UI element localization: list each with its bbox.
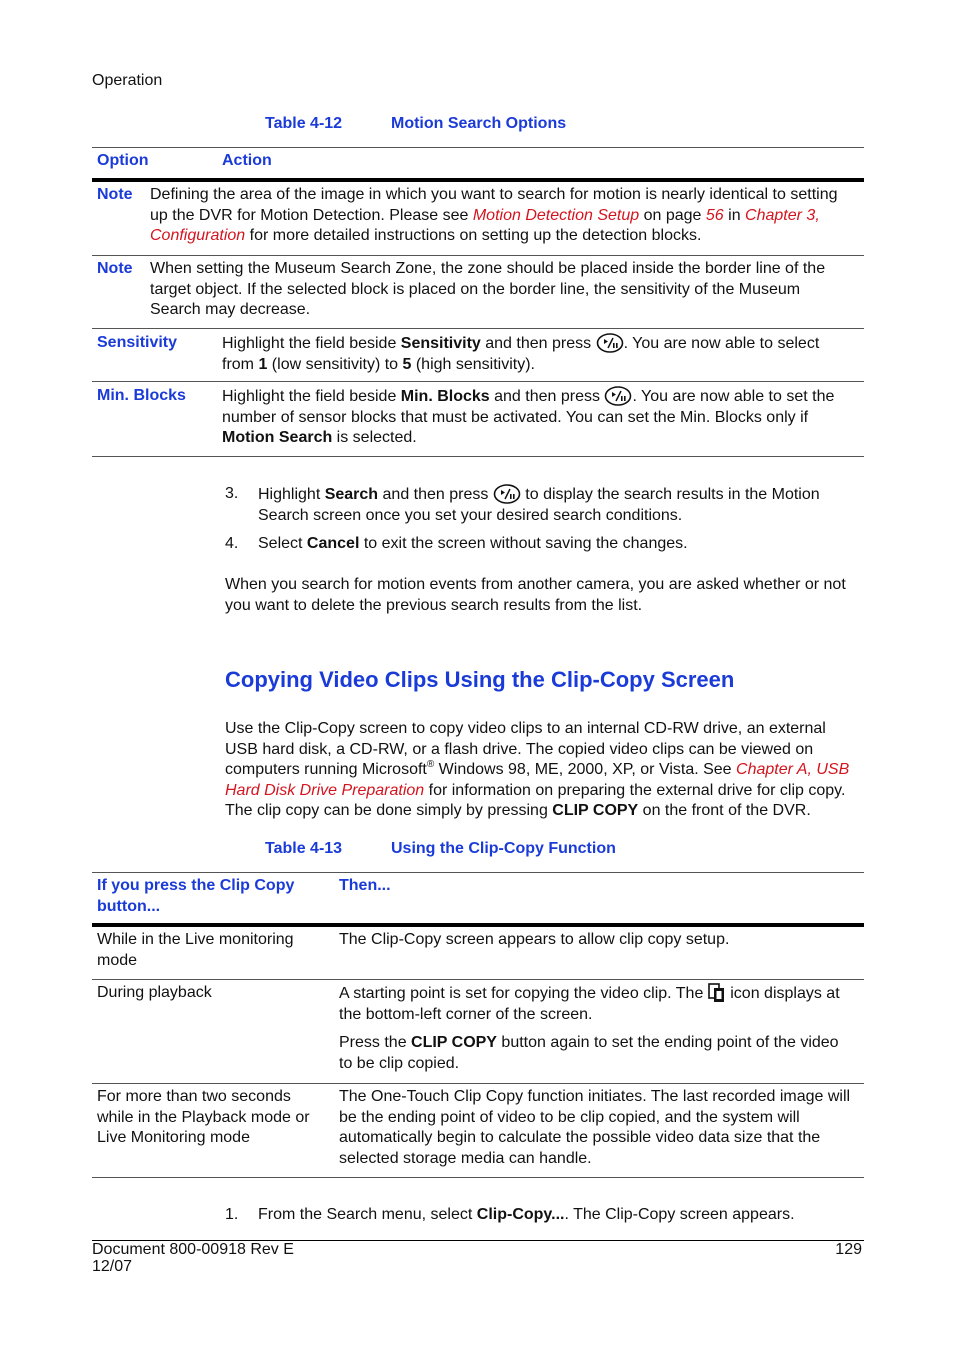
table-title: Motion Search Options (391, 115, 567, 132)
table-header-rule (92, 178, 864, 182)
row-divider (92, 255, 864, 256)
table-number: Table 4-12 (265, 115, 343, 132)
step-text: Highlight Search and then press to display the search results in the Motion Search screen once you set your desired search conditions. (258, 486, 820, 524)
row-result: A starting point is set for copying the video clip. The icon displays at the bottom-left corner of the screen. (339, 985, 840, 1023)
clip-copy-icon (708, 983, 726, 1003)
table-top-rule (92, 872, 864, 873)
table-bottom-rule (92, 456, 864, 457)
row-divider (92, 1083, 864, 1084)
body-paragraph: When you search for motion events from another camera, you are asked whether or not you want to delete the previous search results from the list. (225, 576, 846, 614)
row-action: Highlight the field beside Min. Blocks and then press . You are now able to set the number of sensor blocks that must be activated. You can set the Min. Blocks only if Motion Search is selected. (222, 388, 835, 446)
table-bottom-rule (92, 1177, 864, 1178)
link-chapter-a[interactable]: Chapter A, USB Hard Disk Drive Preparation (225, 761, 850, 799)
play-pause-button-icon (604, 386, 632, 406)
row-result: The One-Touch Clip Copy function initiates. The last recorded image will be the ending point of video to be clip copied, and the system will automatically begin to calculate the possible video data size that the selected storage media can handle. (339, 1088, 851, 1167)
row-action: Defining the area of the image in which you want to search for motion is nearly identical to setting up the DVR for Motion Detection. Please see Motion Detection Setup on page 56 in Chapter 3, Configuration for more detailed instructions on setting up the detection blocks. (150, 186, 838, 244)
row-result: The Clip-Copy screen appears to allow clip copy setup. (339, 931, 730, 948)
row-condition: During playback (97, 984, 212, 1001)
page-number: 129 (835, 1241, 862, 1258)
play-pause-button-icon (493, 484, 521, 504)
table-top-rule (92, 147, 864, 148)
table-title: Using the Clip-Copy Function (391, 840, 616, 857)
col-header-action: Action (222, 152, 272, 169)
row-result-continued: Press the CLIP COPY button again to set the ending point of the video to be clip copied. (339, 1034, 839, 1072)
step-text: Select Cancel to exit the screen without saving the changes. (258, 535, 688, 552)
step-number: 1. (225, 1206, 239, 1223)
step-number: 4. (225, 535, 239, 552)
running-header: Operation (92, 72, 163, 89)
row-condition: For more than two seconds while in the Playback mode or Live Monitoring mode (97, 1088, 310, 1146)
col-header-option: Option (97, 152, 149, 169)
step-number: 3. (225, 485, 239, 502)
body-paragraph: Use the Clip-Copy screen to copy video clips to an internal CD-RW drive, an external USB hard disk, a CD-RW, or a flash drive. The copied video clips can be viewed on computers running Microsoft® Windows 98, ME, 2000, XP, or Vista. See Chapter A, USB Hard Disk Drive Preparation for information on preparing the external drive for clip copy. The clip copy can be done simply by pressing CLIP COPY on the front of the DVR. (225, 720, 850, 819)
row-divider (92, 979, 864, 980)
table-number: Table 4-13 (265, 840, 343, 857)
row-divider (92, 381, 864, 382)
row-option: Sensitivity (97, 334, 178, 351)
link-chapter-3[interactable]: Chapter 3, Configuration (150, 206, 820, 244)
link-page-56[interactable]: 56 (705, 206, 724, 224)
section-heading: Copying Video Clips Using the Clip-Copy Screen (225, 667, 735, 692)
col-header-if: If you press the Clip Copy button... (97, 877, 295, 915)
col-header-then: Then... (339, 877, 391, 894)
row-option: Note (97, 260, 133, 277)
row-option: Note (97, 186, 133, 203)
footer-date: 12/07 (92, 1258, 133, 1275)
row-action: When setting the Museum Search Zone, the zone should be placed inside the border line of the target object. If the selected block is placed on the border line, the sensitivity of the Museum Search may decrease. (150, 260, 826, 318)
footer-document: Document 800-00918 Rev E (92, 1241, 294, 1258)
row-action: Highlight the field beside Sensitivity and then press . You are now able to select from 1 (low sensitivity) to 5 (high sensitivity). (222, 335, 820, 373)
row-option: Min. Blocks (97, 387, 186, 404)
play-pause-button-icon (596, 333, 624, 353)
link-motion-detection-setup[interactable]: Motion Detection Setup (472, 206, 640, 224)
table-header-rule (92, 923, 864, 927)
row-divider (92, 328, 864, 329)
row-condition: While in the Live monitoring mode (97, 931, 294, 969)
step-text: From the Search menu, select Clip-Copy.... The Clip-Copy screen appears. (258, 1206, 795, 1223)
